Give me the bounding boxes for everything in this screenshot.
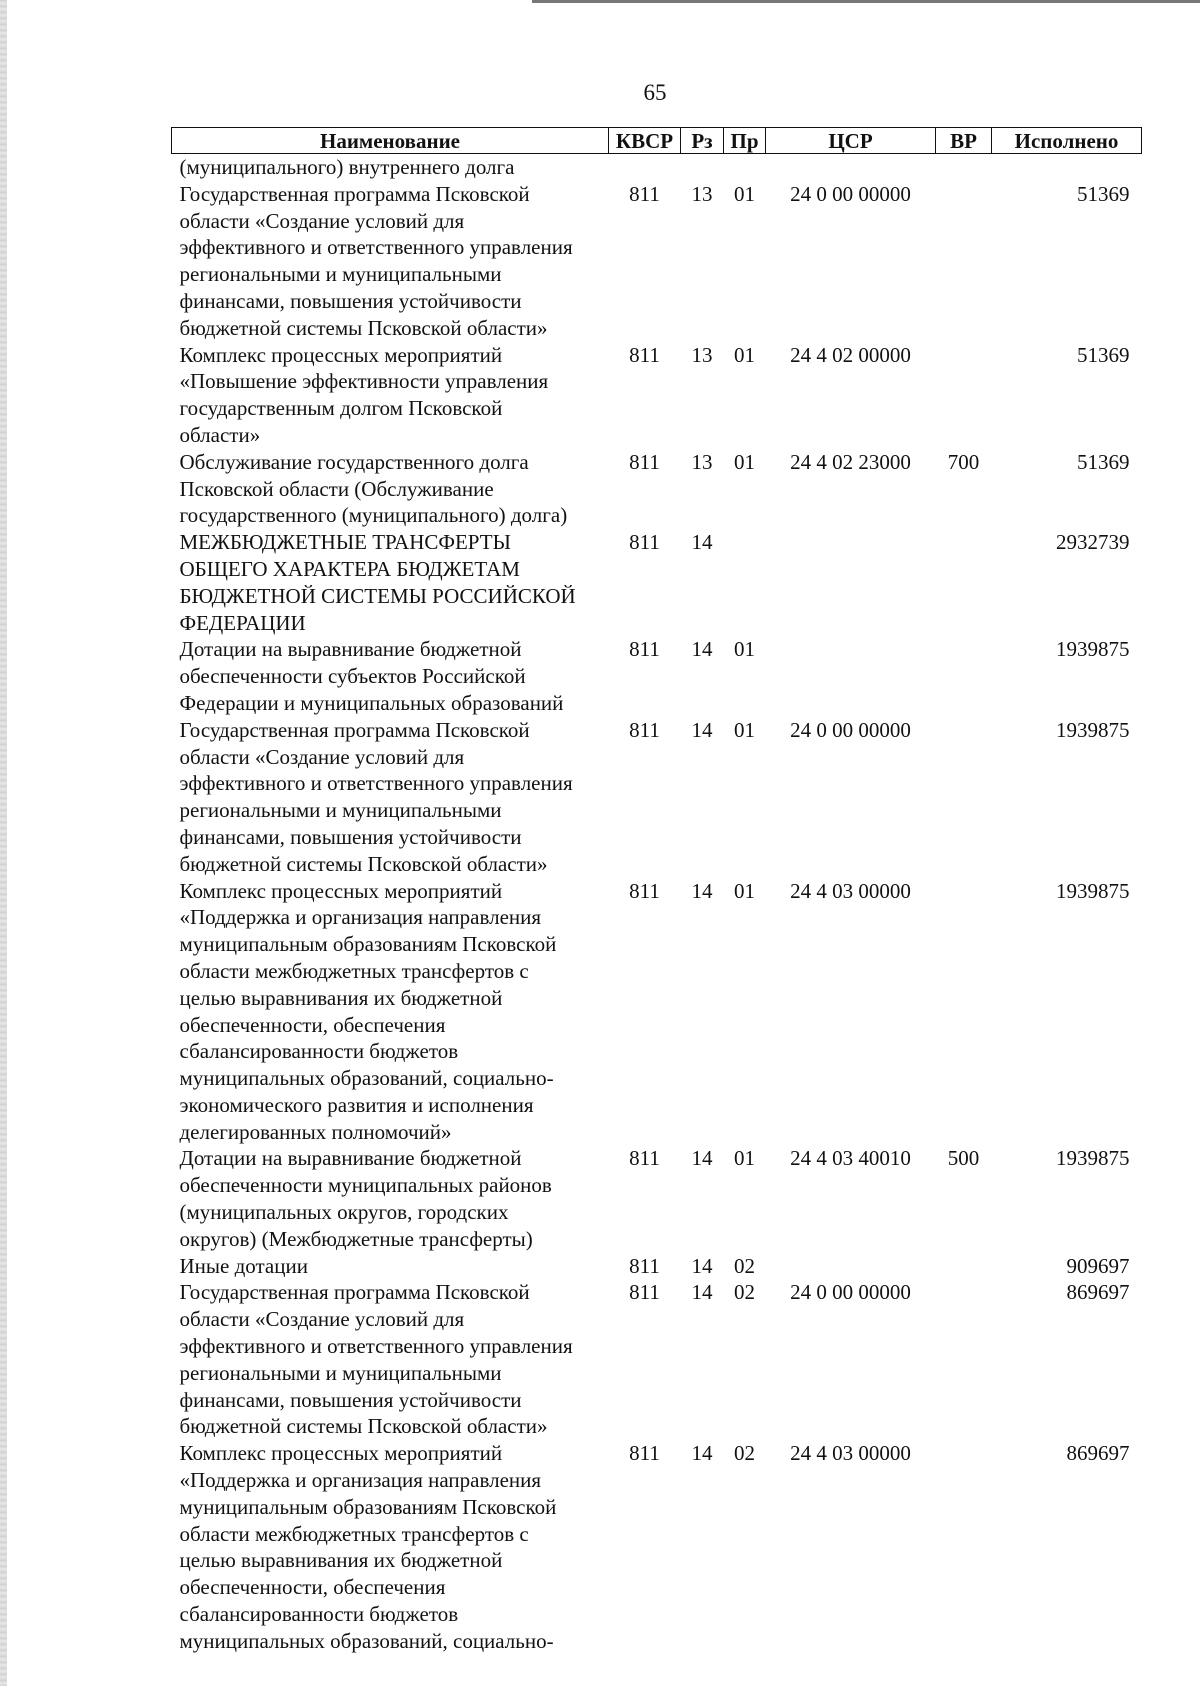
cell-vr [936, 878, 992, 1146]
header-csr: ЦСР [766, 128, 936, 154]
cell-rz: 13 [691, 342, 713, 367]
header-pr: Пр [724, 128, 766, 154]
cell-pr: 01 [734, 449, 755, 474]
cell-kvsr: 811 [629, 1146, 660, 1171]
cell-name: МЕЖБЮДЖЕТНЫЕ ТРАНСФЕРТЫ ОБЩЕГО ХАРАКТЕРА БЮДЖЕТАМ БЮДЖЕТНОЙ СИСТЕМЫ РОССИЙСКОЙ ФЕДЕРАЦИИ [179, 530, 576, 635]
cell-pr: 01 [734, 717, 755, 742]
cell-rz: 14 [691, 878, 713, 903]
cell-vr [936, 636, 992, 716]
budget-table-container [171, 127, 1141, 1655]
table-row [172, 636, 1142, 716]
cell-vr [936, 342, 992, 449]
table-row [172, 717, 1142, 878]
cell-name: Комплекс процессных мероприятий «Поддержка и организация направления муниципальным образованиям Псковской области межбюджетных трансфертов с целью выравнивания их бюджетной обеспеченности, обеспечения сбалансированности бюджетов муниципальных образований, социально- [179, 1441, 557, 1653]
cell-name: Государственная программа Псковской области «Создание условий для эффективного и ответственного управления региональными и муниципальными финансами, повышения устойчивости бюджетной системы Псковской области» [179, 717, 573, 876]
cell-sum: 869697 [1066, 1441, 1130, 1466]
table-row [172, 342, 1142, 449]
cell-csr: 24 4 03 40010 [790, 1146, 911, 1171]
cell-pr: 01 [734, 878, 755, 903]
header-rz: Рз [681, 128, 724, 154]
header-kvsr: КВСР [609, 128, 681, 154]
cell-kvsr: 811 [629, 878, 660, 903]
cell-pr [724, 154, 766, 181]
cell-sum [992, 154, 1142, 181]
table-row [172, 154, 1142, 181]
cell-name: Иные дотации [179, 1253, 308, 1278]
cell-vr [936, 717, 992, 878]
cell-csr [766, 636, 936, 716]
cell-vr [936, 1440, 992, 1654]
cell-vr [936, 181, 992, 342]
cell-kvsr: 811 [629, 449, 660, 474]
cell-vr [936, 529, 992, 636]
cell-csr: 24 0 00 00000 [790, 717, 911, 742]
cell-kvsr: 811 [629, 1280, 660, 1305]
cell-sum: 51369 [1077, 342, 1130, 367]
cell-name: Комплекс процессных мероприятий «Поддержка и организация направления муниципальным образованиям Псковской области межбюджетных трансфертов с целью выравнивания их бюджетной обеспеченности, обеспечения сбалансированности бюджетов муниципальных образований, социально- экономического развития и исполнения делегированных полномочий» [179, 878, 557, 1144]
cell-pr: 01 [734, 1146, 755, 1171]
cell-sum: 1939875 [1056, 878, 1130, 903]
budget-execution-table [171, 127, 1142, 1655]
cell-rz [681, 154, 724, 181]
cell-csr: 24 4 03 00000 [790, 878, 911, 903]
cell-rz: 13 [691, 181, 713, 206]
cell-sum: 51369 [1077, 181, 1130, 206]
cell-rz: 14 [691, 1146, 713, 1171]
cell-pr: 01 [734, 181, 755, 206]
cell-kvsr: 811 [629, 717, 660, 742]
table-body [172, 154, 1142, 1655]
cell-rz: 14 [691, 1441, 713, 1466]
table-row [172, 1253, 1142, 1280]
cell-name: Государственная программа Псковской области «Создание условий для эффективного и ответственного управления региональными и муниципальными финансами, повышения устойчивости бюджетной системы Псковской области» [179, 181, 573, 340]
cell-rz: 14 [691, 530, 713, 555]
cell-kvsr: 811 [629, 637, 660, 662]
cell-rz: 14 [691, 637, 713, 662]
cell-pr [724, 529, 766, 636]
table-row [172, 181, 1142, 342]
cell-name: Государственная программа Псковской области «Создание условий для эффективного и ответственного управления региональными и муниципальными финансами, повышения устойчивости бюджетной системы Псковской области» [179, 1280, 573, 1439]
cell-sum: 2932739 [1056, 530, 1130, 555]
cell-sum: 909697 [1066, 1253, 1130, 1278]
cell-rz: 13 [691, 449, 713, 474]
cell-csr: 24 0 00 00000 [790, 1280, 911, 1305]
table-row [172, 878, 1142, 1146]
header-row [172, 128, 1142, 154]
cell-name: (муниципального) внутреннего долга [179, 155, 515, 179]
page-number: 65 [643, 80, 667, 105]
cell-csr [766, 529, 936, 636]
scan-edge-left [0, 0, 7, 1686]
cell-name: Обслуживание государственного долга Псковской области (Обслуживание государственного (муниципального) долга) [179, 449, 568, 528]
cell-rz: 14 [691, 717, 713, 742]
cell-kvsr: 811 [629, 1441, 660, 1466]
cell-kvsr: 811 [629, 1253, 660, 1278]
table-row [172, 1279, 1142, 1440]
table-row [172, 449, 1142, 529]
cell-csr: 24 4 02 23000 [790, 449, 911, 474]
cell-kvsr: 811 [629, 181, 660, 206]
table-header [172, 128, 1142, 154]
cell-name: Дотации на выравнивание бюджетной обеспеченности субъектов Российской Федерации и муниципальных образований [179, 637, 564, 715]
cell-pr: 02 [734, 1253, 755, 1278]
cell-sum: 1939875 [1056, 717, 1130, 742]
header-sum: Исполнено [992, 128, 1142, 154]
cell-vr [936, 1253, 992, 1280]
cell-csr [766, 154, 936, 181]
cell-pr: 01 [734, 637, 755, 662]
cell-kvsr [609, 154, 681, 181]
cell-sum: 1939875 [1056, 1146, 1130, 1171]
table-row [172, 1145, 1142, 1252]
cell-csr [766, 1253, 936, 1280]
cell-pr: 02 [734, 1441, 755, 1466]
cell-pr: 02 [734, 1280, 755, 1305]
cell-sum: 869697 [1066, 1280, 1130, 1305]
cell-vr [936, 1279, 992, 1440]
header-name: Наименование [172, 128, 609, 154]
cell-vr: 500 [947, 1146, 980, 1171]
table-row [172, 529, 1142, 636]
cell-rz: 14 [691, 1253, 713, 1278]
cell-sum: 51369 [1077, 449, 1130, 474]
cell-name: Дотации на выравнивание бюджетной обеспеченности муниципальных районов (муниципальных округов, городских округов) (Межбюджетные трансферты) [179, 1146, 552, 1251]
cell-vr [936, 154, 992, 181]
cell-kvsr: 811 [629, 342, 660, 367]
cell-csr: 24 0 00 00000 [790, 181, 911, 206]
cell-sum: 1939875 [1056, 637, 1130, 662]
cell-pr: 01 [734, 342, 755, 367]
table-row [172, 1440, 1142, 1654]
cell-csr: 24 4 02 00000 [790, 342, 911, 367]
scan-edge-top [532, 0, 1200, 3]
cell-vr: 700 [947, 449, 980, 474]
cell-kvsr: 811 [629, 530, 660, 555]
header-vr: ВР [936, 128, 992, 154]
cell-rz: 14 [691, 1280, 713, 1305]
cell-name: Комплекс процессных мероприятий «Повышение эффективности управления государственным долгом Псковской области» [179, 342, 549, 447]
cell-csr: 24 4 03 00000 [790, 1441, 911, 1466]
